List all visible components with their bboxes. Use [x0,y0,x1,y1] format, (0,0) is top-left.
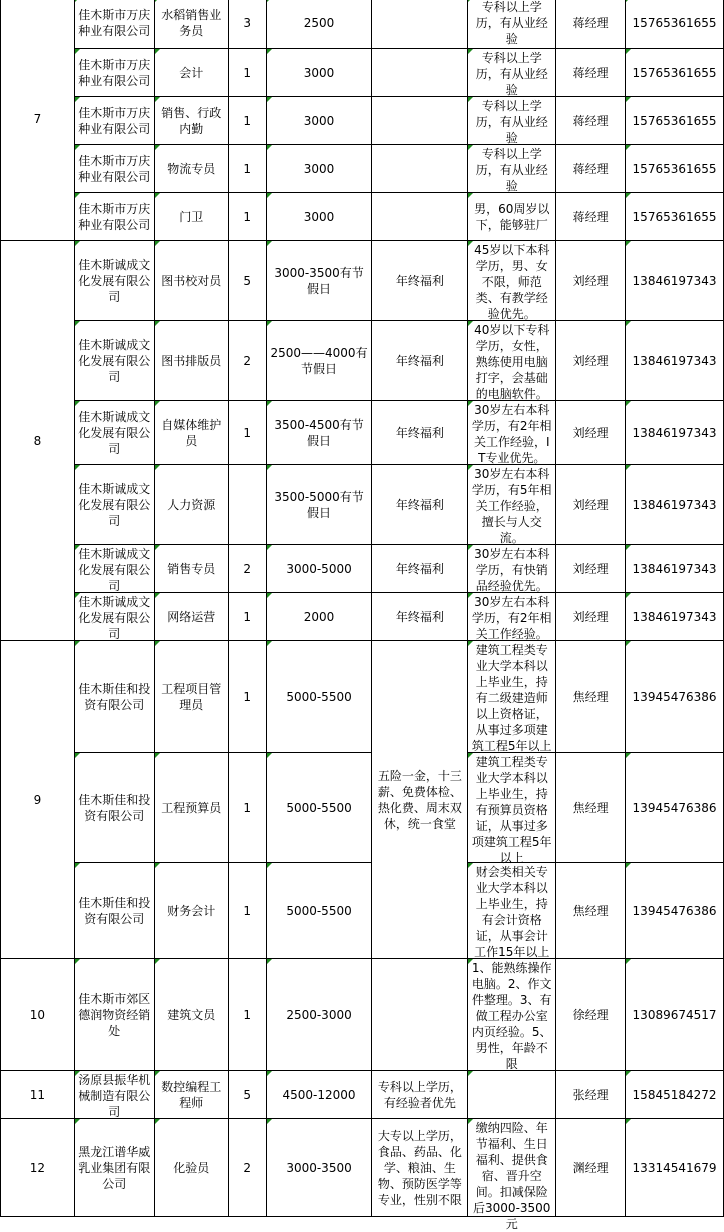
benefits [372,465,468,545]
company-name [74,641,154,753]
contact-phone [626,1119,724,1217]
contact-phone [626,401,724,465]
requirements-text: 男，60周岁以下，能够驻厂 [474,201,550,232]
contact-person-text: 刘经理 [572,425,609,440]
position-name [154,0,228,49]
contact-phone [626,959,724,1071]
table-row [1,593,724,641]
contact-person-text: 焦经理 [572,800,609,815]
requirements [468,0,556,49]
contact-phone [626,49,724,97]
benefits-text: 年终福利 [395,497,444,512]
salary-text: 3000-3500有节假日 [274,265,364,296]
contact-phone [626,863,724,959]
salary [266,321,372,401]
table-row [1,321,724,401]
hire-count [228,145,266,193]
company-name [74,193,154,241]
group-number [1,641,75,959]
benefits-text: 大专以上学历，食品、药品、化学、粮油、生物、预防医学等专业，性别不限 [377,1128,462,1207]
contact-phone-text: 15765361655 [632,113,717,128]
salary-text: 5000-5500 [286,689,352,704]
position-name [154,401,228,465]
hire-count-text: 1 [243,609,251,624]
table-row [1,465,724,545]
hire-count [228,241,266,321]
requirements [468,193,556,241]
benefits-text: 年终福利 [395,273,444,288]
table-row [1,863,724,959]
salary [266,49,372,97]
benefits [372,959,468,1071]
contact-phone-text: 13846197343 [632,353,717,368]
position-name [154,465,228,545]
position-name-text: 数控编程工程师 [161,1079,222,1110]
salary-text: 3500-4500有节假日 [274,417,364,448]
hire-count-text: 1 [243,113,251,128]
benefits-text: 年终福利 [395,425,444,440]
salary-text: 3000 [303,65,335,80]
hire-count-text: 1 [243,689,251,704]
contact-phone-text: 15765361655 [632,161,717,176]
requirements-text: 专科以上学历，有从业经验 [475,50,548,97]
hire-count-text: 1 [243,425,251,440]
salary-text: 2000 [303,609,335,624]
hire-count-text: 2 [243,1160,251,1175]
contact-person-text: 刘经理 [572,273,609,288]
company-name-text: 佳木斯诚成文化发展有限公司 [78,337,151,384]
requirements [468,545,556,593]
requirements-text: 30岁左右本科学历，有2年相关工作经验，IT专业优先。 [471,402,552,465]
contact-person [556,241,626,321]
requirements-text: 30岁左右本科学历，有快销品经验优先。 [474,546,550,593]
company-name-text: 汤原县振华机械制造有限公司 [78,1072,151,1119]
company-name [74,0,154,49]
salary [266,545,372,593]
hire-count [228,1119,266,1217]
company-name-text: 佳木斯诚成文化发展有限公司 [78,594,151,641]
position-name [154,1071,228,1119]
group-number-text: 10 [29,1007,46,1022]
salary [266,0,372,49]
contact-phone-text: 15765361655 [632,65,717,80]
contact-person-text: 徐经理 [572,1007,609,1022]
contact-person-text: 蒋经理 [572,161,609,176]
salary [266,753,372,863]
hire-count-text: 1 [243,1007,251,1022]
company-name [74,863,154,959]
position-name [154,863,228,959]
position-name-text: 工程项目管理员 [161,681,222,712]
benefits [372,641,468,959]
company-name-text: 佳木斯诚成文化发展有限公司 [78,481,151,528]
contact-person [556,593,626,641]
position-name-text: 销售专员 [167,561,216,576]
company-name-text: 佳木斯市万庆种业有限公司 [78,57,151,88]
position-name-text: 网络运营 [167,609,216,624]
hire-count-text: 1 [243,209,251,224]
position-name-text: 门卫 [179,209,204,224]
contact-person [556,545,626,593]
benefits [372,97,468,145]
requirements-text: 45岁以下本科学历，男、女不限，师范类、有教学经验优先。 [474,242,550,321]
group-number [1,241,75,641]
company-name-text: 佳木斯佳和投资有限公司 [78,792,151,823]
salary-text: 2500-3000 [286,1007,352,1022]
contact-phone-text: 13846197343 [632,425,717,440]
table-row [1,145,724,193]
salary [266,97,372,145]
benefits-text: 专科以上学历，有经验者优先 [377,1079,462,1110]
salary-text: 5000-5500 [286,800,352,815]
benefits [372,593,468,641]
hire-count [228,97,266,145]
group-number [1,1071,75,1119]
hire-count [228,0,266,49]
contact-phone-text: 15765361655 [632,15,717,30]
position-name-text: 图书校对员 [161,273,222,288]
position-name [154,321,228,401]
contact-person-text: 蒋经理 [572,209,609,224]
position-name-text: 人力资源 [167,497,216,512]
contact-phone [626,241,724,321]
hire-count [228,49,266,97]
hire-count-text: 2 [243,353,251,368]
requirements [468,1119,556,1231]
salary [266,1071,372,1119]
table-row [1,959,724,1071]
position-name-text: 财务会计 [167,903,216,918]
contact-person-text: 渊经理 [572,1160,609,1175]
contact-person [556,193,626,241]
company-name-text: 佳木斯市万庆种业有限公司 [78,153,151,184]
company-name [74,593,154,641]
company-name-text: 佳木斯市万庆种业有限公司 [78,7,151,38]
benefits-text: 年终福利 [395,561,444,576]
company-name [74,753,154,863]
contact-phone [626,465,724,545]
salary-text: 3000 [303,113,335,128]
position-name-text: 会计 [179,65,204,80]
table-row [1,49,724,97]
requirements [468,465,556,545]
company-name [74,321,154,401]
salary [266,241,372,321]
salary-text: 4500-12000 [282,1087,356,1102]
benefits [372,193,468,241]
contact-phone [626,545,724,593]
position-name [154,545,228,593]
requirements-text: 专科以上学历，有从业经验 [475,146,548,193]
position-name-text: 工程预算员 [161,800,222,815]
salary [266,145,372,193]
contact-phone-text: 15845184272 [632,1087,717,1102]
benefits [372,0,468,49]
salary-text: 3000 [303,161,335,176]
contact-person-text: 焦经理 [572,903,609,918]
group-number [1,1119,75,1217]
hire-count-text: 1 [243,161,251,176]
contact-person [556,401,626,465]
group-number [1,959,75,1071]
benefits [372,545,468,593]
salary-text: 2500——4000有节假日 [270,345,368,376]
contact-phone [626,641,724,753]
salary [266,593,372,641]
contact-phone-text: 13846197343 [632,561,717,576]
contact-phone-text: 13945476386 [632,689,717,704]
requirements-text: 缴纳四险、年节福利、生日福利、提供食宿、晋升空间。扣减保险后3000-3500元 [473,1120,551,1231]
table-row [1,1071,724,1119]
company-name-text: 佳木斯市郊区德润物资经销处 [78,991,151,1038]
requirements [468,145,556,193]
hire-count [228,593,266,641]
contact-person [556,753,626,863]
group-number-text: 11 [29,1087,46,1102]
contact-phone [626,321,724,401]
company-name-text: 佳木斯佳和投资有限公司 [78,895,151,926]
contact-person-text: 焦经理 [572,689,609,704]
position-name [154,241,228,321]
salary-text: 3000-5000 [286,561,352,576]
requirements-text: 建筑工程类专业大学本科以上毕业生，持有预算员资格证，从事过多项建筑工程5年以上 [471,754,552,865]
requirements-text: 专科以上学历，有从业经验 [475,98,548,145]
table-row [1,641,724,753]
requirements-text: 30岁左右本科学历，有2年相关工作经验。 [471,594,552,641]
table-body [1,0,724,1231]
hire-count [228,1071,266,1119]
group-number [1,0,75,241]
salary [266,959,372,1071]
benefits-text: 年终福利 [395,353,444,368]
hire-count-text: 5 [243,1087,251,1102]
contact-phone [626,0,724,49]
benefits-text: 年终福利 [395,609,444,624]
table-row [1,193,724,241]
hire-count-text: 1 [243,800,251,815]
company-name [74,145,154,193]
hire-count [228,753,266,863]
salary [266,1119,372,1217]
position-name [154,593,228,641]
hire-count-text: 1 [243,65,251,80]
table-row [1,0,724,49]
company-name [74,1119,154,1217]
salary [266,465,372,545]
contact-person-text: 蒋经理 [572,15,609,30]
requirements [468,97,556,145]
group-number-text: 9 [33,792,42,807]
contact-person [556,1119,626,1217]
hire-count-text: 2 [243,561,251,576]
salary [266,863,372,959]
hire-count [228,465,266,545]
contact-person [556,97,626,145]
requirements [468,641,556,753]
contact-person-text: 张经理 [572,1087,609,1102]
requirements [468,401,556,465]
contact-phone-text: 13314541679 [632,1160,717,1175]
hire-count [228,641,266,753]
hire-count [228,401,266,465]
position-name [154,97,228,145]
contact-person-text: 蒋经理 [572,65,609,80]
position-name-text: 化验员 [173,1160,210,1175]
contact-phone [626,97,724,145]
contact-person-text: 刘经理 [572,497,609,512]
requirements [468,49,556,97]
salary-text: 2500 [303,15,335,30]
position-name [154,1119,228,1217]
table-row [1,241,724,321]
company-name-text: 佳木斯市万庆种业有限公司 [78,201,151,232]
company-name [74,545,154,593]
table-row [1,401,724,465]
contact-person [556,321,626,401]
requirements-text: 1、能熟练操作电脑。2、作文件整理。3、有做工程办公室内页经验。5、男性，年龄不限 [471,960,552,1071]
contact-phone-text: 13089674517 [632,1007,717,1022]
company-name-text: 佳木斯佳和投资有限公司 [78,681,151,712]
salary [266,401,372,465]
contact-person [556,641,626,753]
company-name [74,1071,154,1119]
hire-count [228,863,266,959]
position-name [154,959,228,1071]
contact-phone [626,145,724,193]
group-number-text: 7 [33,111,42,126]
company-name [74,959,154,1071]
position-name-text: 销售、行政内勤 [161,105,222,136]
contact-phone [626,193,724,241]
contact-phone-text: 13945476386 [632,903,717,918]
contact-phone [626,753,724,863]
contact-phone-text: 13846197343 [632,497,717,512]
contact-person [556,49,626,97]
group-number-text: 8 [33,433,42,448]
company-name [74,401,154,465]
contact-person-text: 刘经理 [572,609,609,624]
benefits [372,145,468,193]
requirements [468,959,556,1071]
contact-person [556,959,626,1071]
position-name-text: 水稻销售业务员 [161,7,222,38]
hire-count [228,193,266,241]
contact-phone [626,593,724,641]
requirements [468,753,556,863]
position-name [154,193,228,241]
hire-count-text: 5 [243,273,251,288]
position-name-text: 自媒体维护员 [161,417,222,448]
salary [266,641,372,753]
hire-count-text: 3 [243,15,251,30]
benefits [372,49,468,97]
requirements-text: 财会类相关专业大学本科以上毕业生，持有会计资格证，从事会计工作15年以上 [474,864,550,959]
requirements-text: 30岁左右本科学历，有5年相关工作经验，擅长与人交流。 [471,466,552,545]
company-name [74,241,154,321]
requirements [468,593,556,641]
salary-text: 3000 [303,209,335,224]
company-name [74,97,154,145]
contact-person [556,465,626,545]
company-name-text: 佳木斯诚成文化发展有限公司 [78,546,151,593]
benefits-text: 五险一金，十三薪、免费体检、热化费、周末双休，统一食堂 [377,768,462,831]
benefits [372,401,468,465]
contact-phone [626,1071,724,1119]
contact-phone-text: 13945476386 [632,800,717,815]
position-name-text: 物流专员 [167,161,216,176]
position-name [154,753,228,863]
requirements [468,241,556,321]
salary [266,193,372,241]
position-name-text: 建筑文员 [167,1007,216,1022]
company-name-text: 佳木斯诚成文化发展有限公司 [78,257,151,304]
benefits [372,1119,468,1217]
contact-person [556,145,626,193]
hire-count [228,545,266,593]
requirements-text: 建筑工程类专业大学本科以上毕业生，持有二级建造师以上资格证，从事过多项建筑工程5年以上 [471,642,552,753]
contact-person [556,0,626,49]
requirements-text: 40岁以下专科学历，女性，熟练使用电脑打字，会基础的电脑软件。 [474,322,550,401]
table-row [1,97,724,145]
requirements [468,321,556,401]
benefits [372,1071,468,1119]
company-name-text: 佳木斯市万庆种业有限公司 [78,105,151,136]
salary-text: 5000-5500 [286,903,352,918]
company-name [74,465,154,545]
contact-person-text: 刘经理 [572,561,609,576]
position-name-text: 图书排版员 [161,353,222,368]
hire-count [228,321,266,401]
position-name [154,641,228,753]
company-name-text: 佳木斯诚成文化发展有限公司 [78,409,151,456]
table-row [1,1119,724,1217]
contact-person [556,1071,626,1119]
benefits [372,241,468,321]
requirements [468,1071,556,1119]
table-row [1,753,724,863]
requirements-text: 专科以上学历，有从业经验 [475,0,548,46]
position-name [154,145,228,193]
contact-phone-text: 15765361655 [632,209,717,224]
benefits [372,321,468,401]
contact-phone-text: 13846197343 [632,273,717,288]
contact-phone-text: 13846197343 [632,609,717,624]
company-name-text: 黑龙江谱华威乳业集团有限公司 [78,1144,151,1191]
contact-person [556,863,626,959]
position-name [154,49,228,97]
salary-text: 3000-3500 [286,1160,352,1175]
contact-person-text: 刘经理 [572,353,609,368]
hire-count [228,959,266,1071]
contact-person-text: 蒋经理 [572,113,609,128]
company-name [74,49,154,97]
requirements [468,863,556,959]
table-row [1,545,724,593]
salary-text: 3500-5000有节假日 [274,489,364,520]
hire-count-text: 1 [243,903,251,918]
group-number-text: 12 [29,1160,46,1175]
